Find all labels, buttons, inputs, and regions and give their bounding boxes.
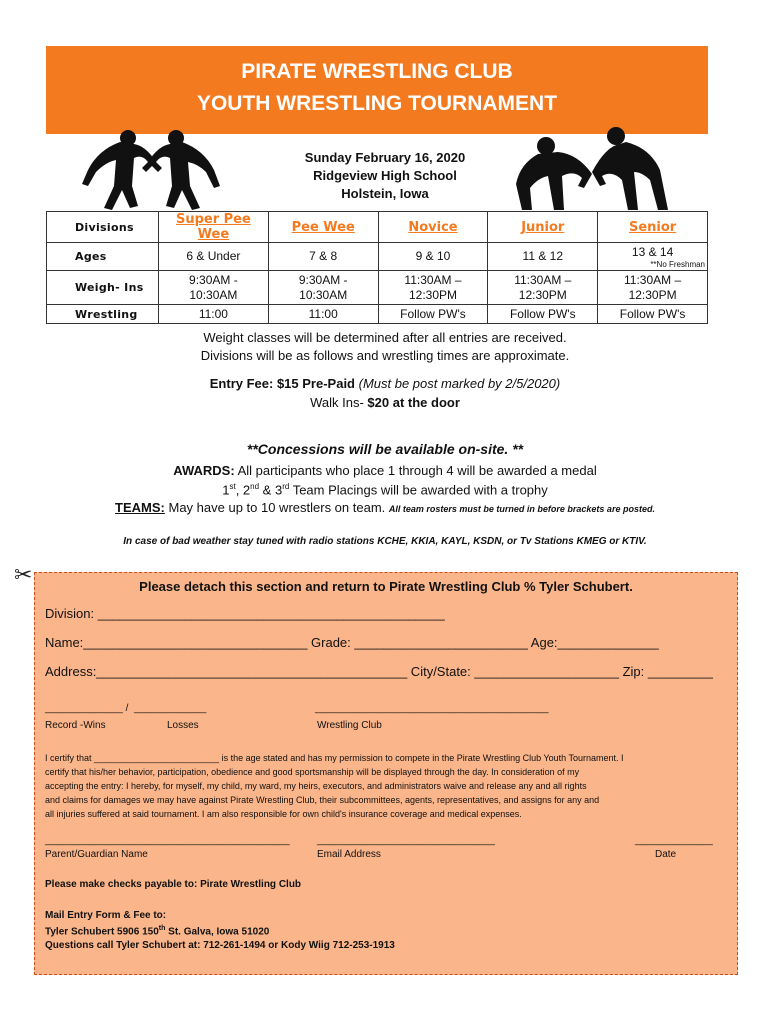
questions-contact: Questions call Tyler Schubert at: 712-261-1494 or Kody Wiig 712-253-1913 <box>45 940 395 951</box>
table-row <box>47 271 708 305</box>
awards-line <box>0 463 770 478</box>
weighin-cell <box>378 271 488 305</box>
divisions-label: Divisions <box>47 212 159 243</box>
table-row <box>47 212 708 243</box>
weighins-label: Weigh- Ins <box>47 271 159 305</box>
certify-line-5: all injuries suffered at said tournament. I am also responsible for own child's insurance coverage and medical expenses. <box>45 809 522 819</box>
wrestling-club-label: Wrestling Club <box>317 720 382 731</box>
entry-form <box>34 572 738 975</box>
team-placings <box>0 482 770 497</box>
walkin-fee <box>0 395 770 410</box>
tournament-title: YOUTH WRESTLING TOURNAMENT <box>196 92 558 115</box>
weighin-end: 10:30AM <box>299 287 348 302</box>
mail-heading: Mail Entry Form & Fee to: <box>45 910 167 921</box>
division-junior: Junior <box>488 212 598 243</box>
email-label: Email Address <box>317 849 381 860</box>
awards-text: All participants who place 1 through 4 will be awarded a medal <box>234 463 597 478</box>
place-3-sup: rd <box>282 482 290 491</box>
date-field[interactable]: ______________ <box>635 835 713 846</box>
division-senior: Senior <box>598 212 708 243</box>
losses-label: Losses <box>167 720 199 731</box>
mail-address <box>45 925 269 937</box>
weighin-start: 9:30AM - <box>298 272 348 287</box>
form-heading: Please detach this section and return to Pirate Wrestling Club % Tyler Schubert. <box>139 579 633 594</box>
parent-label: Parent/Guardian Name <box>45 849 148 860</box>
walkin-label: Walk Ins- <box>310 395 368 410</box>
weight-note: Weight classes will be determined after all entries are received. <box>203 330 567 345</box>
place-2-sup: nd <box>250 482 260 491</box>
entry-fee-note: (Must be post marked by 2/5/2020) <box>355 376 561 391</box>
ages-label: Ages <box>47 243 159 271</box>
division-super-pee-wee: Super Pee Wee <box>159 212 269 243</box>
certify-line-3: accepting the entry: I hereby, for myself, my child, my ward, my heirs, executors, and administrators waive and release any and all rights <box>45 781 587 791</box>
weighin-end: 10:30AM <box>189 287 238 302</box>
weighin-cell <box>159 271 269 305</box>
weighin-start: 11:30AM – <box>514 272 572 287</box>
division-pee-wee: Pee Wee <box>268 212 378 243</box>
place-3: & 3 <box>259 482 283 498</box>
record-field[interactable]: ______________ / _____________ <box>45 703 207 714</box>
no-freshman-note: **No Freshman <box>650 259 705 269</box>
mail-address-a: Tyler Schubert 5906 150 <box>45 926 159 938</box>
weighin-cell <box>598 271 708 305</box>
club-field[interactable]: __________________________________________ <box>315 703 549 714</box>
wrestling-cell: 11:00 <box>268 305 378 324</box>
event-date: Sunday February 16, 2020 <box>304 150 466 165</box>
ages-cell: 11 & 12 <box>488 243 598 271</box>
division-field[interactable]: Division: ________________________________________________ <box>45 606 445 621</box>
place-text: Team Placings will be awarded with a trophy <box>289 482 548 498</box>
weighin-end: 12:30PM <box>628 287 677 302</box>
date-label: Date <box>655 849 677 860</box>
wrestling-label: Wrestling <box>47 305 159 324</box>
weighin-cell <box>488 271 598 305</box>
scissors-icon: ✂ <box>14 562 33 587</box>
division-novice: Novice <box>378 212 488 243</box>
place-1: 1 <box>222 482 230 498</box>
division-note: Divisions will be as follows and wrestling times are approximate. <box>200 348 570 363</box>
wrestlers-left-icon <box>76 128 226 212</box>
ages-cell: 7 & 8 <box>268 243 378 271</box>
event-city: Holstein, Iowa <box>341 186 429 201</box>
walkin-value: $20 at the door <box>367 395 460 410</box>
place-1-sup: st <box>229 482 236 491</box>
club-title: PIRATE WRESTLING CLUB <box>241 60 513 83</box>
name-grade-age-field[interactable]: Name:_______________________________ Grade: ________________________ Age:______________ <box>45 635 659 650</box>
address-city-zip-field[interactable]: Address:___________________________________________ City/State: ____________________ Zip: _________ <box>45 664 713 679</box>
wrestlers-right-icon <box>508 124 678 212</box>
event-venue: Ridgeview High School <box>313 168 457 183</box>
title-banner <box>46 46 708 134</box>
record-wins-label: Record -Wins <box>45 720 106 731</box>
teams-line <box>0 500 770 515</box>
certify-line-1: I certify that _________________________ is the age stated and has my permission to compete in the Pirate Wrestling Club Youth Tournament. I <box>45 753 624 763</box>
certify-line-4: and claims for damages we may have against Pirate Wrestling Club, their subcommittees, agents, representatives, and assigns for any and <box>45 795 600 805</box>
ages-cell: 6 & Under <box>159 243 269 271</box>
awards-label: AWARDS: <box>173 463 235 478</box>
weighin-cell <box>268 271 378 305</box>
certify-line-2: certify that his/her behavior, participation, obedience and good sportsmanship will be displayed through the day. In consideration of my <box>45 767 580 777</box>
ages-cell: 9 & 10 <box>378 243 488 271</box>
wrestling-cell: Follow PW's <box>378 305 488 324</box>
ages-value: 13 & 14 <box>631 244 674 259</box>
wrestling-cell: 11:00 <box>159 305 269 324</box>
mail-address-sup: th <box>158 925 166 932</box>
schedule-table <box>46 211 708 324</box>
wrestling-cell: Follow PW's <box>598 305 708 324</box>
entry-fee-label: Entry Fee: $15 Pre-Paid <box>209 376 355 391</box>
teams-text: May have up to 10 wrestlers on team. <box>164 500 389 515</box>
mail-address-b: St. Galva, Iowa 51020 <box>165 926 270 938</box>
checks-note: Please make checks payable to: Pirate Wrestling Club <box>45 879 302 890</box>
weighin-start: 9:30AM - <box>189 272 238 287</box>
weather-note: In case of bad weather stay tuned with radio stations KCHE, KKIA, KAYL, KSDN, or Tv Stations KMEG or KTIV. <box>123 536 647 547</box>
weighin-end: 12:30PM <box>408 287 457 302</box>
entry-fee <box>0 376 770 391</box>
concessions-note: **Concessions will be available on-site. ** <box>246 441 524 457</box>
teams-note: All team rosters must be turned in before brackets are posted. <box>388 504 655 514</box>
parent-signature-field[interactable]: ____________________________________________ <box>45 835 290 846</box>
table-row <box>47 305 708 324</box>
email-field[interactable]: ________________________________ <box>317 835 495 846</box>
weighin-start: 11:30AM – <box>624 272 682 287</box>
wrestling-cell: Follow PW's <box>488 305 598 324</box>
weighin-end: 12:30PM <box>518 287 567 302</box>
ages-cell <box>598 243 708 271</box>
weighin-start: 11:30AM – <box>404 272 462 287</box>
table-row <box>47 243 708 271</box>
place-2: , 2 <box>235 482 251 498</box>
teams-label: TEAMS: <box>115 500 165 515</box>
